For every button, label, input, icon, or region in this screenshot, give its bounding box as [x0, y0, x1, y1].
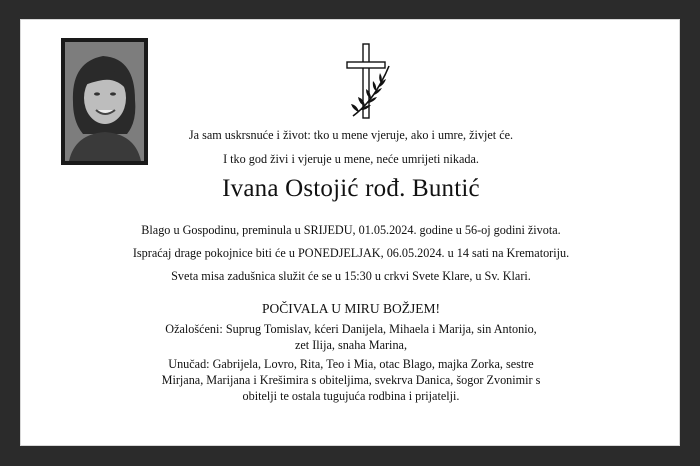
obituary-card [20, 19, 680, 446]
portrait-image [65, 42, 144, 161]
verse-line-2: I tko god živi i vjeruje u mene, neće umrijeti nikada. [223, 152, 479, 166]
verse-line-1: Ja sam uskrsnuće i život: tko u mene vjeruje, ako i umre, živjet će. [188, 128, 514, 142]
details-line-1: Blago u Gospodinu, preminula u SRIJEDU, 01.05.2024. godine u 56-oj godini života. [141, 223, 561, 237]
cross-icon [339, 42, 395, 122]
mourners-line-4: Mirjana, Marijana i Krešimira s obiteljima, svekrva Danica, šogor Zvonimir s [161, 373, 541, 387]
portrait-photo [61, 38, 148, 165]
mourners-line-3: Unučad: Gabrijela, Lovro, Rita, Teo i Mia, otac Blago, majka Zorka, sestre [168, 357, 534, 371]
details-line-2: Ispraćaj drage pokojnice biti će u PONEDJELJAK, 06.05.2024. u 14 sati na Krematoriju. [132, 246, 570, 260]
portrait-illustration [65, 42, 144, 161]
rip-heading: POČIVALA U MIRU BOŽJEM! [262, 301, 440, 316]
details-line-3: Sveta misa zadušnica služit će se u 15:30 u crkvi Svete Klare, u Sv. Klari. [171, 269, 531, 283]
mourners-line-5: obitelji te ostala tugujuća rodbina i prijatelji. [242, 389, 460, 403]
mourners-line-2: zet Ilija, snaha Marina, [294, 338, 407, 352]
mourners-line-1: Ožalošćeni: Suprug Tomislav, kćeri Danijela, Mihaela i Marija, sin Antonio, [165, 322, 537, 336]
deceased-name: Ivana Ostojić rođ. Buntić [222, 175, 480, 202]
